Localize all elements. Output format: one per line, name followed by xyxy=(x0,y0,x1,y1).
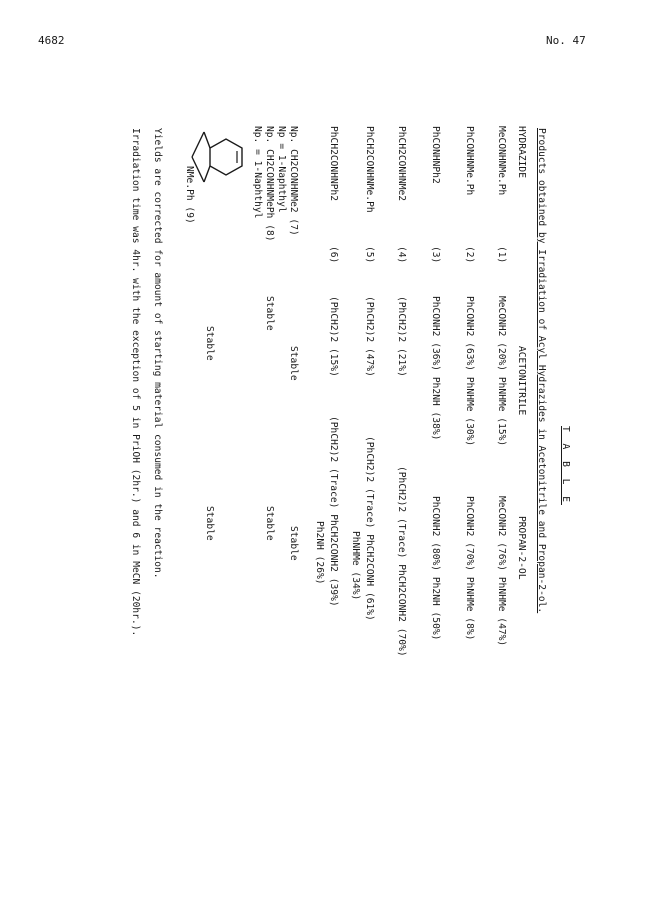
row-6-hydrazide: PhCH2CONHNPh2 xyxy=(328,126,339,202)
row-2-prop: PhCONH2 (70%) PhNHMe (8%) xyxy=(464,496,475,641)
row-3-prop: PhCONH2 (80%) Ph2NH (50%) xyxy=(430,496,441,641)
row-4-num: (4) xyxy=(396,246,407,264)
row-1-hydrazide: MeCONHNMe.Ph xyxy=(496,126,507,196)
rotated-table-page xyxy=(130,126,571,766)
row-9-hydrazide: NMe.Ph (9) xyxy=(184,166,195,224)
row-6-num: (6) xyxy=(328,246,339,264)
row-7-acn: Stable xyxy=(288,346,299,381)
row-4-acn: (PhCH2)2 (21%) xyxy=(396,296,407,377)
row-5-prop: (PhCH2)2 (Trace) PhCH2CONH (61%) xyxy=(364,436,375,621)
footnote-yields: Yields are corrected for amount of starting material consumed in the reaction. xyxy=(152,128,163,579)
row-6-acn: (PhCH2)2 (15%) xyxy=(328,296,339,377)
row-8-acn: Stable xyxy=(264,296,275,331)
table-title: T A B L E xyxy=(560,426,571,505)
table-caption: Products obtained by Irradiation of Acyl Hydrazides in Acetonitrile and Propan-2-ol. xyxy=(536,128,547,614)
row-3-hydrazide: PhCONHNPh2 xyxy=(430,126,441,184)
row-5-prop-2: PhNHMe (34%) xyxy=(350,531,361,601)
row-4-prop: (PhCH2)2 (Trace) PhCH2CONH2 (70%) xyxy=(396,466,407,657)
col-header-hydrazide: HYDRAZIDE xyxy=(516,126,527,178)
row-5-num: (5) xyxy=(364,246,375,264)
row-4-hydrazide: PhCH2CONHNMe2 xyxy=(396,126,407,202)
row-9-prop: Stable xyxy=(204,506,215,541)
row-7-prop: Stable xyxy=(288,526,299,561)
row-6-prop: (PhCH2)2 (Trace) PhCH2CONH2 (39%) xyxy=(328,416,339,607)
row-8-note: Np. = 1-Naphthyl xyxy=(252,126,263,219)
row-1-num: (1) xyxy=(496,246,507,264)
row-3-num: (3) xyxy=(430,246,441,264)
row-5-hydrazide: PhCH2CONHNMe.Ph xyxy=(364,126,375,213)
row-8-hydrazide: Np. CH2CONHNMePh (8) xyxy=(264,126,275,242)
row-7-note: Np = 1-Naphthyl xyxy=(276,126,287,213)
page-number: 4682 xyxy=(38,34,65,47)
col-header-propanol: PROPAN-2-OL xyxy=(516,516,527,580)
row-6-prop-2: Ph2NH (26%) xyxy=(314,521,325,585)
row-2-num: (2) xyxy=(464,246,475,264)
col-header-acetonitrile: ACETONITRILE xyxy=(516,346,527,416)
row-9-acn: Stable xyxy=(204,326,215,361)
phthalimide-structure xyxy=(186,130,250,210)
footnote-irradiation: Irradiation time was 4hr. with the exception of 5 in PriOH (2hr.) and 6 in MeCN (20hr.). xyxy=(130,128,141,637)
row-3-acn: PhCONH2 (36%) Ph2NH (38%) xyxy=(430,296,441,441)
row-2-hydrazide: PhCONHNMe.Ph xyxy=(464,126,475,196)
row-5-acn: (PhCH2)2 (47%) xyxy=(364,296,375,377)
row-2-acn: PhCONH2 (63%) PhNHMe (30%) xyxy=(464,296,475,447)
row-8-prop: Stable xyxy=(264,506,275,541)
row-1-acn: MeCONH2 (20%) PhNHMe (15%) xyxy=(496,296,507,447)
row-1-prop: MeCONH2 (76%) PhNHMe (47%) xyxy=(496,496,507,647)
issue-number: No. 47 xyxy=(546,34,586,47)
row-7-hydrazide: Np. CH2CONHNMe2 (7) xyxy=(288,126,299,236)
